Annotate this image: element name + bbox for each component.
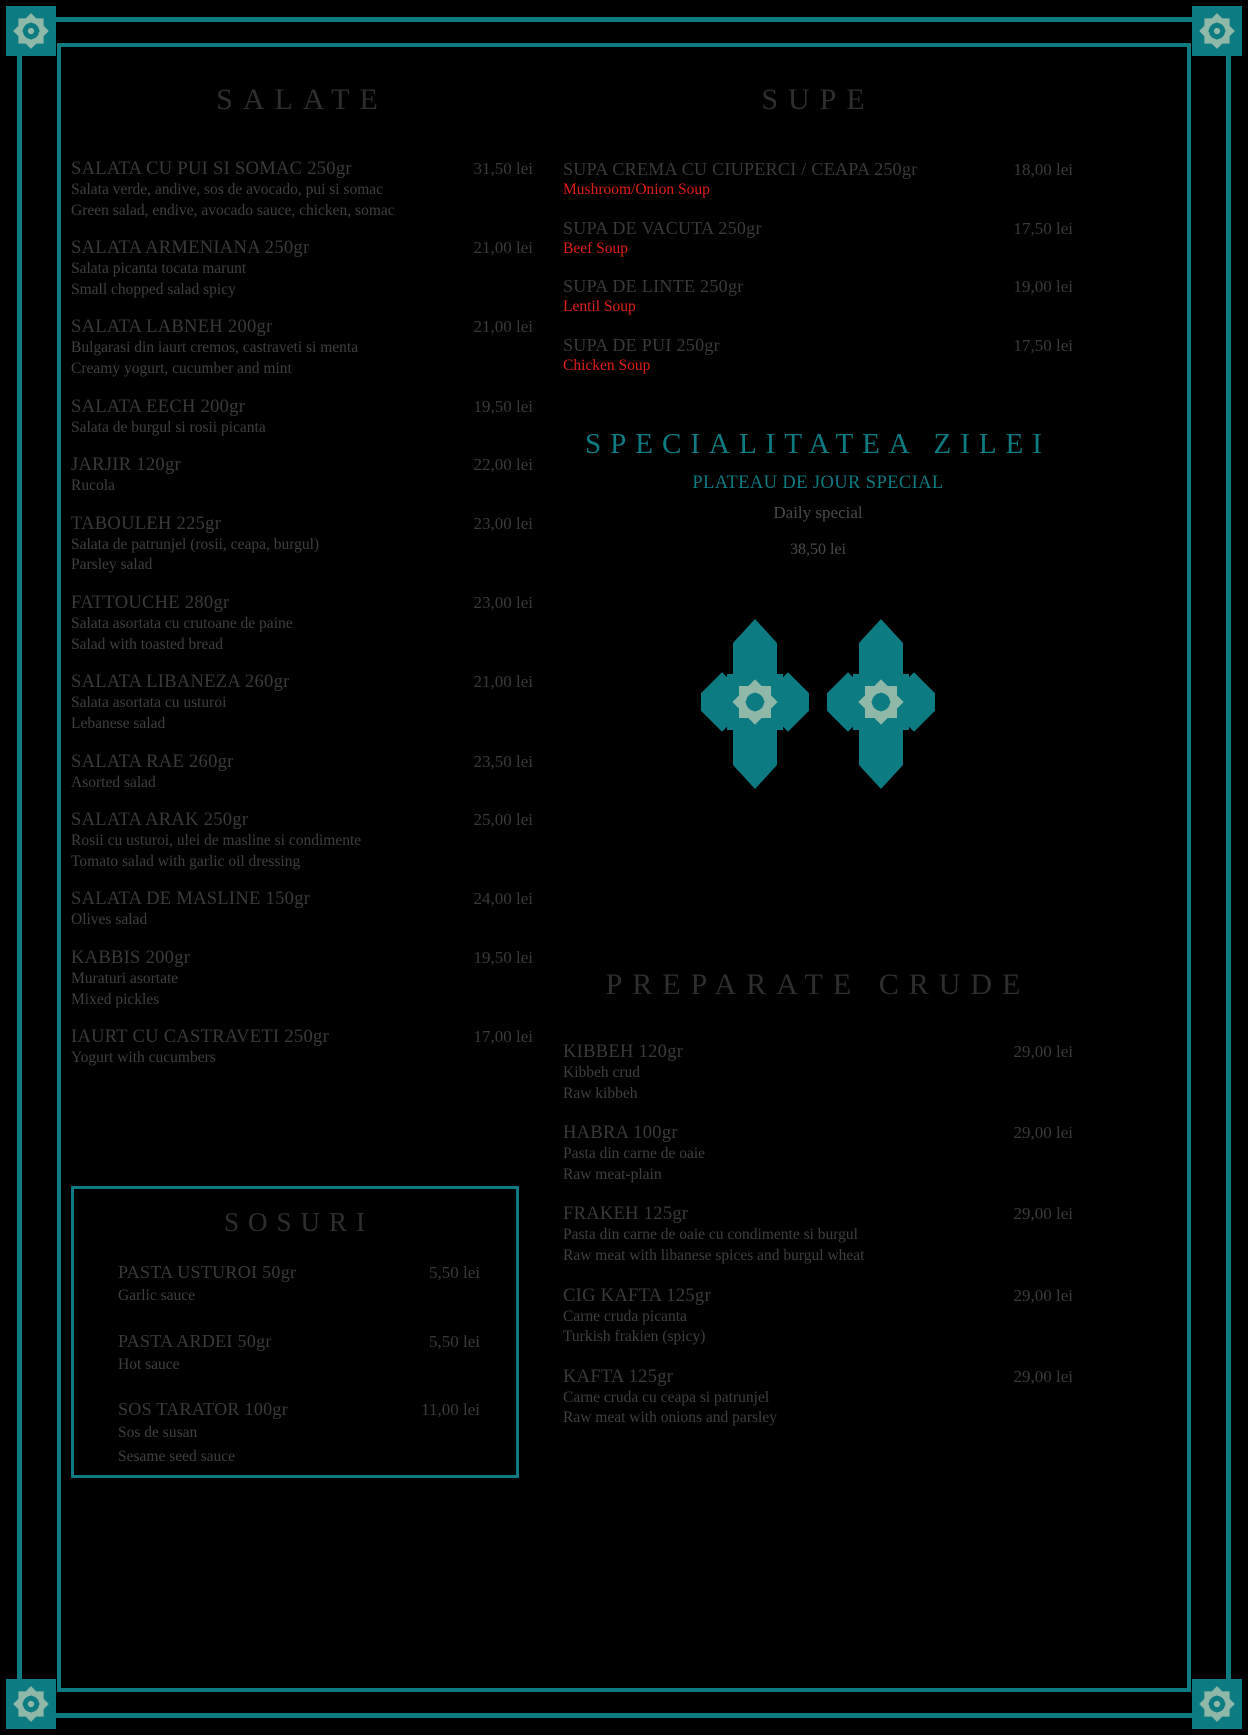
double-star-ornament bbox=[563, 619, 1073, 789]
menu-item[interactable] bbox=[563, 1042, 1073, 1104]
menu-item[interactable] bbox=[71, 397, 533, 439]
item-description-en: Parsley salad bbox=[71, 556, 153, 574]
item-description-ro: Rosii cu usturoi, ulei de masline si condimente bbox=[71, 832, 362, 850]
item-name: SUPA DE PUI 250gr bbox=[563, 334, 720, 355]
item-price: 5,50 lei bbox=[429, 1263, 480, 1282]
item-description-ro: Salata asortata cu usturoi bbox=[71, 694, 227, 712]
item-name: SALATA ARMENIANA 250gr bbox=[71, 238, 310, 259]
rosette-star-icon bbox=[13, 1686, 49, 1722]
star-ornament-left-icon bbox=[701, 619, 809, 789]
star-ornament-right-icon bbox=[827, 619, 935, 789]
item-price: 17,50 lei bbox=[1013, 335, 1073, 355]
item-name: SUPA DE VACUTA 250gr bbox=[563, 217, 762, 238]
salads-list bbox=[71, 159, 533, 1069]
corner-ornament-bottom-left bbox=[6, 1679, 56, 1729]
menu-item[interactable] bbox=[71, 752, 533, 794]
item-description-ro: Salata de patrunjel (rosii, ceapa, burgul) bbox=[71, 535, 320, 553]
daily-special-block bbox=[563, 428, 1073, 559]
item-description-en: Turkish frakien (spicy) bbox=[563, 1328, 706, 1346]
item-price: 23,00 lei bbox=[473, 513, 533, 533]
menu-item[interactable] bbox=[71, 672, 533, 734]
item-description-en: Mushroom/Onion Soup bbox=[563, 181, 710, 198]
section-heading-preparate-crude: PREPARATE CRUDE bbox=[605, 968, 1031, 1001]
item-description-ro: Pasta din carne de oaie cu condimente si burgul bbox=[563, 1226, 858, 1244]
item-price: 11,00 lei bbox=[421, 1400, 480, 1420]
item-description-ro: Asorted salad bbox=[71, 773, 156, 791]
item-name: SALATA LIBANEZA 260gr bbox=[71, 672, 290, 693]
item-name: KIBBEH 120gr bbox=[563, 1042, 684, 1062]
item-description-en: Tomato salad with garlic oil dressing bbox=[71, 852, 301, 870]
menu-item[interactable] bbox=[118, 1262, 480, 1307]
item-description-ro: Carne cruda picanta bbox=[563, 1307, 687, 1325]
menu-item[interactable] bbox=[563, 1367, 1073, 1429]
daily-special-subtitle-fr: PLATEAU DE JOUR SPECIAL bbox=[692, 473, 944, 494]
menu-page bbox=[57, 43, 1191, 1692]
soups-column bbox=[563, 43, 1073, 789]
item-price: 29,00 lei bbox=[1013, 1366, 1073, 1386]
item-description-ro: Pasta din carne de oaie bbox=[563, 1145, 706, 1163]
item-description-en: Raw meat with onions and parsley bbox=[563, 1409, 777, 1427]
item-description-ro: Bulgarasi din iaurt cremos, castraveti si menta bbox=[71, 339, 359, 357]
item-name: IAURT CU CASTRAVETI 250gr bbox=[71, 1027, 330, 1048]
item-price: 29,00 lei bbox=[1013, 1042, 1073, 1061]
item-price: 21,00 lei bbox=[473, 317, 533, 337]
item-price: 23,50 lei bbox=[473, 751, 533, 771]
item-description-ro: Rucola bbox=[71, 477, 115, 495]
menu-item[interactable] bbox=[563, 159, 1073, 201]
item-name: FRAKEH 125gr bbox=[563, 1204, 689, 1225]
corner-ornament-bottom-right bbox=[1192, 1679, 1242, 1729]
item-price: 22,00 lei bbox=[473, 455, 533, 475]
menu-item[interactable] bbox=[71, 1027, 533, 1069]
menu-item[interactable] bbox=[563, 1286, 1073, 1348]
item-name: PASTA ARDEI 50gr bbox=[118, 1330, 272, 1351]
menu-item[interactable] bbox=[71, 238, 533, 300]
item-name: SALATA ARAK 250gr bbox=[71, 810, 249, 831]
menu-item[interactable] bbox=[118, 1331, 480, 1376]
item-description-en: Green salad, endive, avocado sauce, chicken, somac bbox=[71, 201, 395, 219]
item-name: KAFTA 125gr bbox=[563, 1366, 674, 1387]
corner-ornament-top-left bbox=[6, 6, 56, 56]
corner-ornament-top-right bbox=[1192, 6, 1242, 56]
sauces-box bbox=[71, 1186, 519, 1478]
item-price: 18,00 lei bbox=[1013, 160, 1073, 179]
item-name: SALATA CU PUI SI SOMAC 250gr bbox=[71, 159, 352, 179]
rosette-star-icon bbox=[13, 13, 49, 49]
item-price: 19,50 lei bbox=[473, 947, 533, 967]
item-name: SALATA RAE 260gr bbox=[71, 751, 234, 772]
item-price: 19,00 lei bbox=[1013, 277, 1073, 297]
raw-dishes-column bbox=[563, 968, 1073, 1448]
item-price: 5,50 lei bbox=[429, 1331, 480, 1351]
item-description-ro: Sos de susan bbox=[118, 1424, 198, 1442]
section-heading-supe: SUPE bbox=[761, 83, 875, 116]
menu-item[interactable] bbox=[118, 1399, 480, 1467]
item-name: SALATA EECH 200gr bbox=[71, 396, 246, 417]
item-price: 29,00 lei bbox=[1013, 1285, 1073, 1305]
item-description-en: Lebanese salad bbox=[71, 714, 166, 732]
item-name: SALATA LABNEH 200gr bbox=[71, 317, 273, 338]
item-description-ro: Salata asortata cu crutoane de paine bbox=[71, 615, 293, 633]
item-description-en: Salad with toasted bread bbox=[71, 635, 223, 653]
item-name: SUPA CREMA CU CIUPERCI / CEAPA 250gr bbox=[563, 159, 918, 179]
item-name: SUPA DE LINTE 250gr bbox=[563, 276, 744, 297]
item-description-en: Sesame seed sauce bbox=[118, 1447, 236, 1465]
item-name: CIG KAFTA 125gr bbox=[563, 1285, 711, 1306]
item-description-en: Hot sauce bbox=[118, 1355, 180, 1373]
item-description-ro: Carne cruda cu ceapa si patrunjel bbox=[563, 1388, 770, 1406]
item-price: 29,00 lei bbox=[1013, 1204, 1073, 1224]
menu-item[interactable] bbox=[71, 455, 533, 497]
item-price: 21,00 lei bbox=[473, 238, 533, 258]
item-name: FATTOUCHE 280gr bbox=[71, 593, 230, 614]
menu-item[interactable] bbox=[71, 317, 533, 379]
item-description-en: Raw meat-plain bbox=[563, 1165, 662, 1183]
item-name: JARJIR 120gr bbox=[71, 455, 181, 476]
item-description-en: Creamy yogurt, cucumber and mint bbox=[71, 360, 292, 378]
menu-item[interactable] bbox=[563, 1204, 1073, 1266]
item-description-en: Raw kibbeh bbox=[563, 1084, 638, 1102]
item-name: PASTA USTUROI 50gr bbox=[118, 1262, 297, 1282]
item-name: TABOULEH 225gr bbox=[71, 513, 222, 534]
item-description-ro: Salata de burgul si rosii picanta bbox=[71, 418, 266, 436]
item-description-en: Garlic sauce bbox=[118, 1287, 196, 1304]
menu-item[interactable] bbox=[71, 810, 533, 872]
raw-dishes-list bbox=[563, 1042, 1073, 1429]
item-price: 23,00 lei bbox=[473, 593, 533, 613]
item-description-ro: Kibbeh crud bbox=[563, 1064, 641, 1081]
soups-list bbox=[563, 159, 1073, 376]
item-description-ro: Muraturi asortate bbox=[71, 969, 179, 987]
item-description-ro: Olives salad bbox=[71, 911, 148, 929]
item-price: 17,00 lei bbox=[473, 1027, 533, 1047]
item-price: 31,50 lei bbox=[473, 159, 533, 178]
item-description-ro: Salata verde, andive, sos de avocado, pui si somac bbox=[71, 181, 384, 198]
section-heading-specialitatea-zilei: SPECIALITATEA ZILEI bbox=[585, 428, 1051, 461]
menu-item[interactable] bbox=[563, 218, 1073, 260]
item-name: KABBIS 200gr bbox=[71, 947, 191, 968]
item-description-en: Mixed pickles bbox=[71, 990, 160, 1008]
menu-item[interactable] bbox=[71, 593, 533, 655]
item-description-ro: Salata picanta tocata marunt bbox=[71, 260, 247, 278]
item-price: 19,50 lei bbox=[473, 396, 533, 416]
item-name: SALATA DE MASLINE 150gr bbox=[71, 889, 311, 910]
menu-item[interactable] bbox=[71, 514, 533, 576]
menu-item[interactable] bbox=[71, 948, 533, 1010]
item-description-en: Beef Soup bbox=[563, 239, 629, 257]
item-name: SOS TARATOR 100gr bbox=[118, 1399, 289, 1420]
section-heading-salate: SALATE bbox=[216, 83, 388, 116]
rosette-star-icon bbox=[1199, 13, 1235, 49]
salads-column bbox=[71, 43, 533, 1086]
menu-item[interactable] bbox=[71, 159, 533, 221]
menu-item[interactable] bbox=[563, 276, 1073, 318]
item-price: 17,50 lei bbox=[1013, 218, 1073, 238]
item-description-en: Chicken Soup bbox=[563, 356, 651, 374]
menu-item[interactable] bbox=[563, 335, 1073, 377]
item-description-en: Raw meat with libanese spices and burgul wheat bbox=[563, 1247, 865, 1265]
menu-item[interactable] bbox=[71, 889, 533, 931]
item-price: 21,00 lei bbox=[473, 672, 533, 692]
item-description-ro: Yogurt with cucumbers bbox=[71, 1049, 216, 1067]
item-price: 29,00 lei bbox=[1013, 1123, 1073, 1143]
rosette-star-icon bbox=[1199, 1686, 1235, 1722]
menu-item[interactable] bbox=[563, 1123, 1073, 1185]
daily-special-price: 38,50 lei bbox=[790, 541, 846, 559]
item-name: HABRA 100gr bbox=[563, 1123, 678, 1144]
daily-special-subtitle-en: Daily special bbox=[773, 503, 863, 523]
section-heading-sosuri: SOSURI bbox=[223, 1207, 375, 1237]
item-description-en: Small chopped salad spicy bbox=[71, 280, 236, 298]
item-description-en: Lentil Soup bbox=[563, 298, 636, 316]
item-price: 25,00 lei bbox=[473, 810, 533, 830]
item-price: 24,00 lei bbox=[473, 889, 533, 909]
